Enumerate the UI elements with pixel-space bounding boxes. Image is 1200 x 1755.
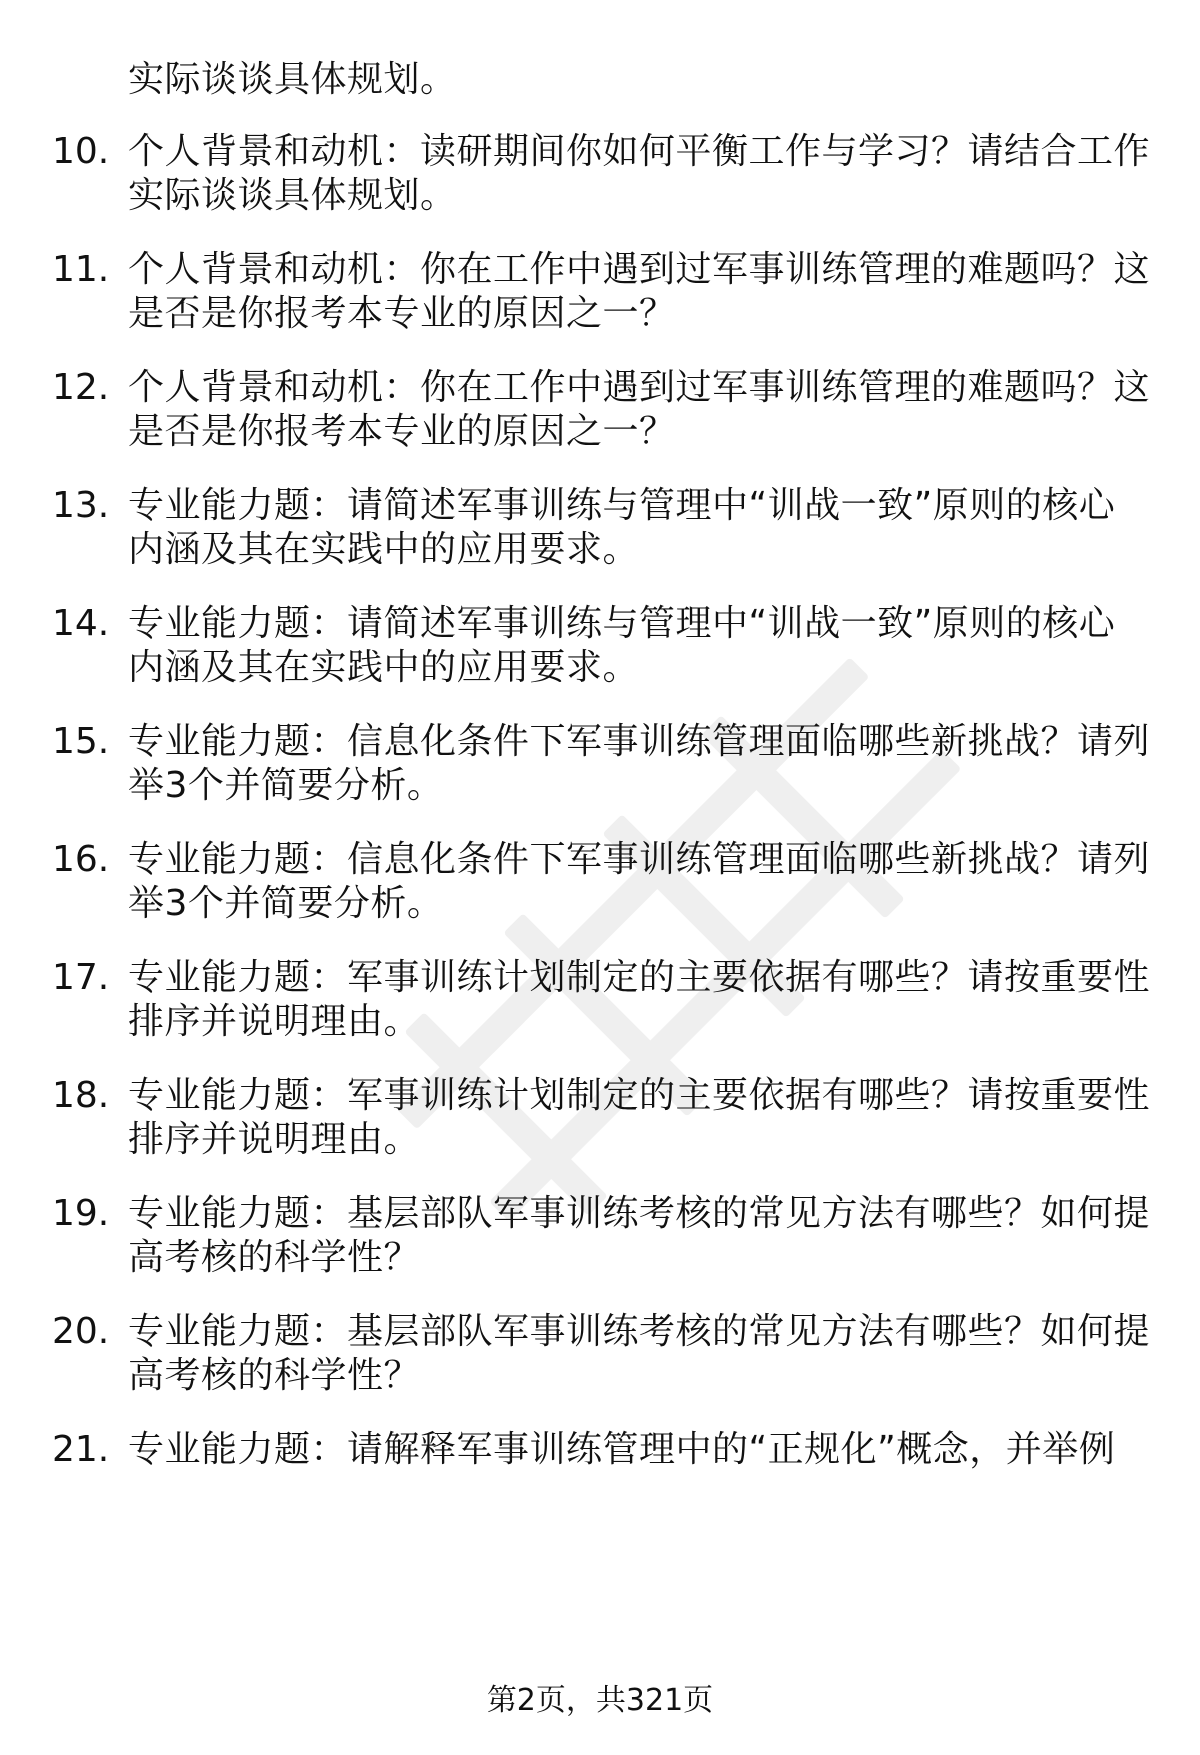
question-number: 13. xyxy=(52,485,110,526)
question-text-line1: 专业能力题：请解释军事训练管理中的“正规化”概念，并举例 xyxy=(128,1429,1116,1470)
question-text-line1: 专业能力题：请简述军事训练与管理中“训战一致”原则的核心 xyxy=(128,485,1116,526)
question-number: 10. xyxy=(52,131,110,172)
question-text-line2: 举3个并简要分析。 xyxy=(128,765,444,806)
question-number: 16. xyxy=(52,839,110,880)
question-number: 11. xyxy=(52,249,110,290)
continuation-text: 实际谈谈具体规划。 xyxy=(128,59,457,100)
question-text-line2: 内涵及其在实践中的应用要求。 xyxy=(128,647,640,688)
question-text-line1: 专业能力题：军事训练计划制定的主要依据有哪些？请按重要性 xyxy=(128,1075,1151,1116)
question-number: 19. xyxy=(52,1193,110,1234)
question-number: 17. xyxy=(52,957,110,998)
question-text-line1: 个人背景和动机：读研期间你如何平衡工作与学习？请结合工作 xyxy=(128,131,1151,172)
question-text-line1: 专业能力题：基层部队军事训练考核的常见方法有哪些？如何提 xyxy=(128,1311,1151,1352)
question-text-line1: 专业能力题：请简述军事训练与管理中“训战一致”原则的核心 xyxy=(128,603,1116,644)
question-text-line2: 高考核的科学性？ xyxy=(128,1355,421,1396)
question-text-line2: 高考核的科学性？ xyxy=(128,1237,421,1278)
question-text-line2: 实际谈谈具体规划。 xyxy=(128,175,457,216)
question-text-line2: 排序并说明理由。 xyxy=(128,1119,421,1160)
question-number: 20. xyxy=(52,1311,110,1352)
question-number: 15. xyxy=(52,721,110,762)
question-number: 18. xyxy=(52,1075,110,1116)
question-text-line1: 专业能力题：军事训练计划制定的主要依据有哪些？请按重要性 xyxy=(128,957,1151,998)
question-text-line2: 是否是你报考本专业的原因之一？ xyxy=(128,411,676,452)
question-text-line1: 个人背景和动机：你在工作中遇到过军事训练管理的难题吗？这 xyxy=(128,367,1151,408)
question-text-line1: 个人背景和动机：你在工作中遇到过军事训练管理的难题吗？这 xyxy=(128,249,1151,290)
page-footer: 第2页，共321页 xyxy=(486,1683,714,1718)
question-text-line1: 专业能力题：信息化条件下军事训练管理面临哪些新挑战？请列 xyxy=(128,839,1151,880)
question-number: 12. xyxy=(52,367,110,408)
question-number: 14. xyxy=(52,603,110,644)
question-number: 21. xyxy=(52,1429,110,1470)
question-text-line1: 专业能力题：基层部队军事训练考核的常见方法有哪些？如何提 xyxy=(128,1193,1151,1234)
question-text-line2: 排序并说明理由。 xyxy=(128,1001,421,1042)
question-text-line1: 专业能力题：信息化条件下军事训练管理面临哪些新挑战？请列 xyxy=(128,721,1151,762)
question-text-line2: 内涵及其在实践中的应用要求。 xyxy=(128,529,640,570)
question-text-line2: 举3个并简要分析。 xyxy=(128,883,444,924)
question-text-line2: 是否是你报考本专业的原因之一？ xyxy=(128,293,676,334)
